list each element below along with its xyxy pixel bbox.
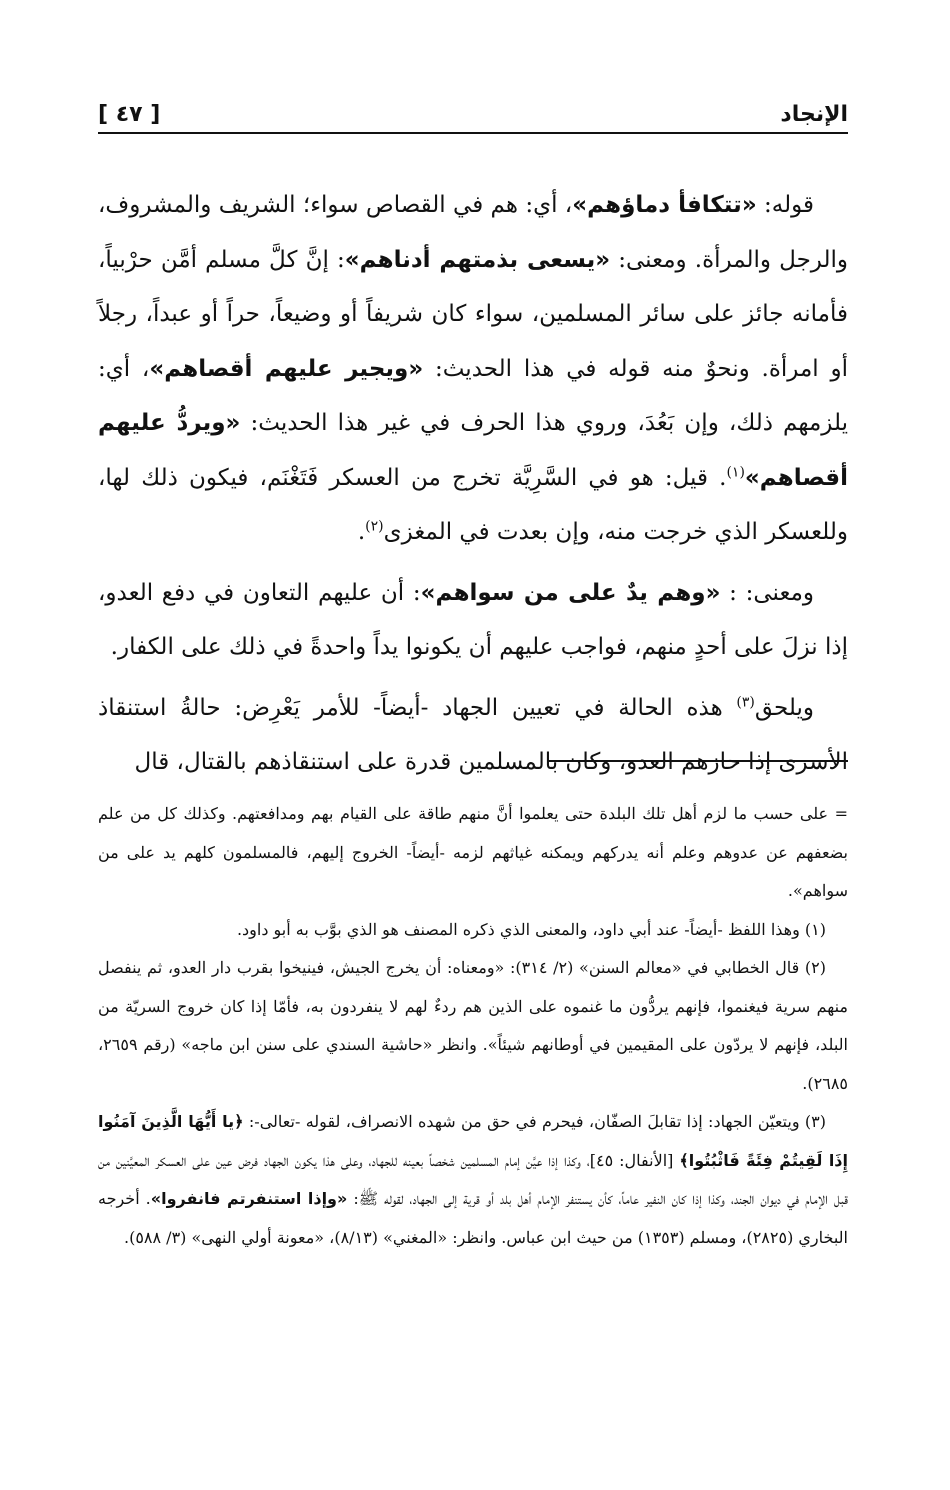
text-run: ويلحق bbox=[754, 694, 814, 721]
text-run: (٣) ويتعيّن الجهاد: إذا تقابلَ الصفّان، فيحرم في حق من شهده الانصراف، لقوله -تعالى-: bbox=[243, 1112, 826, 1131]
footnote-3 bbox=[98, 1103, 848, 1257]
text-run: قوله: bbox=[756, 192, 814, 218]
footnote-2: (٢) قال الخطابي في «معالم السنن» (٢/ ٣١٤): «ومعناه: أن يخرج الجيش، فينيخوا بقرب دار العدو، ثم ينفصل منهم سرية فيغنموا، فإنهم يردُّون ما غنموه على الذين هم ردءٌ لهم لا ينفردون به، فأمّا إذا كان خروج السريّة من البلد، فإنهم لا يردّون على المقيمين في أوطانهم شيئاً». وانظر «حاشية السندي على سنن ابن ماجه» (رقم ٢٦٥٩، ٢٦٨٥). bbox=[98, 958, 848, 1093]
text-run: ، أي: يلزمهم ذلك، وإن بَعُدَ، وروي هذا الحرف في غير هذا الحديث: bbox=[98, 355, 848, 436]
footnote-separator bbox=[548, 760, 848, 762]
paragraph-3 bbox=[98, 681, 848, 790]
paragraph-2 bbox=[98, 566, 848, 675]
text-run: ، أي: هم في القصاص سواء؛ الشريف والمشروف، والرجل والمرأة. ومعنى: bbox=[98, 192, 848, 273]
quran-verse: ﴿يا أَيُّهَا الَّذِينَ آمَنُوا إِذَا لَقِيتُمْ فِئَةً فَاثْبُتُوا﴾ bbox=[98, 1112, 849, 1170]
hadith-quote: «تتكافأ دماؤهم» bbox=[572, 192, 757, 218]
hadith-quote: «يسعى بذمتهم أدناهم» bbox=[344, 246, 611, 273]
footnotes bbox=[98, 795, 848, 1257]
hadith-quote: «ويجير عليهم أقصاهم» bbox=[149, 355, 424, 382]
main-text bbox=[98, 178, 848, 790]
footnote-ref-3: (٣) bbox=[736, 693, 755, 710]
text-run: ومعنى: : bbox=[720, 579, 814, 606]
page-header bbox=[98, 86, 848, 134]
text-run: . قيل: هو في السَّرِيَّة تخرج من العسكر فَتَغْنَم، فيكون ذلك لها، وللعسكر الذي خرجت منه، وإن بعدت في المغزى bbox=[98, 464, 848, 545]
hadith-quote: «وإذا استنفرتم فانفروا» bbox=[150, 1189, 348, 1208]
text-run: : أن عليهم التعاون في دفع العدو، إذا نزلَ على أحدٍ منهم، فواجب عليهم أن يكونوا يداً واحدةً في ذلك على الكفار. bbox=[98, 579, 848, 660]
text-run: هذه الحالة في تعيين الجهاد -أيضاً- للأمر يَعْرِض: حالةُ استنقاذ الأسرى إذا حازهم العدو، وكان بالمسلمين قدرة على استنقاذهم بالقتال، قال bbox=[98, 694, 848, 775]
hadith-quote: «وهم يدٌ على من سواهم» bbox=[420, 579, 721, 606]
page-number: [ ٤٧ ] bbox=[98, 102, 161, 127]
hadith-quote: «ويردُّ عليهم أقصاهم» bbox=[98, 410, 848, 491]
paragraph-1 bbox=[98, 178, 848, 560]
text-run: : إنَّ كلَّ مسلم أمَّن حرْبياً، فأمانه جائز على سائر المسلمين، سواء كان شريفاً أو وضيعاً، حراً أو عبداً، رجلاً أو امرأة. ونحوٌ منه قوله في هذا الحديث: bbox=[98, 246, 848, 382]
footnote-continuation: = على حسب ما لزم أهل تلك البلدة حتى يعلموا أنَّ منهم طاقة على القيام بهم ومدافعتهم. وكذلك كل من علم بضعفهم عن عدوهم وعلم أنه يدركهم ويمكنه غياثهم لزمه -أيضاً- الخروج إليهم، فالمسلمون كلهم يد على من سواهم». bbox=[98, 804, 848, 900]
footnote-ref-1: (١) bbox=[726, 463, 745, 480]
footnote-1: (١) وهذا اللفظ -أيضاً- عند أبي داود، والمعنى الذي ذكره المصنف هو الذي بوَّب به أبو داود. bbox=[236, 919, 826, 939]
text-run: [الأنفال: ٤٥]، وكذا إذا عيَّن إمام المسلمين شخصاً بعينه للجهاد، وعلى هذا يكون الجهاد فرض عين على العسكر المعيَّنين من قبل الإمام في ديوان الجند، وكذا إذا كان النفير عاماً، كأن يستنفر الإمام أهل بلد أو قرية إلى الجهاد، لقوله ﷺ: bbox=[98, 1150, 849, 1208]
text-run: . bbox=[357, 519, 366, 545]
footnote-ref-2: (٢) bbox=[365, 518, 384, 535]
running-title: الإنجاد bbox=[780, 102, 848, 127]
text-run: . أخرجه البخاري (٢٨٢٥)، ومسلم (١٣٥٣) من حيث ابن عباس. وانظر: «المغني» (٨/١٣)، «معونة أولي النهى» (٣/ ٥٨٨). bbox=[98, 1189, 848, 1247]
